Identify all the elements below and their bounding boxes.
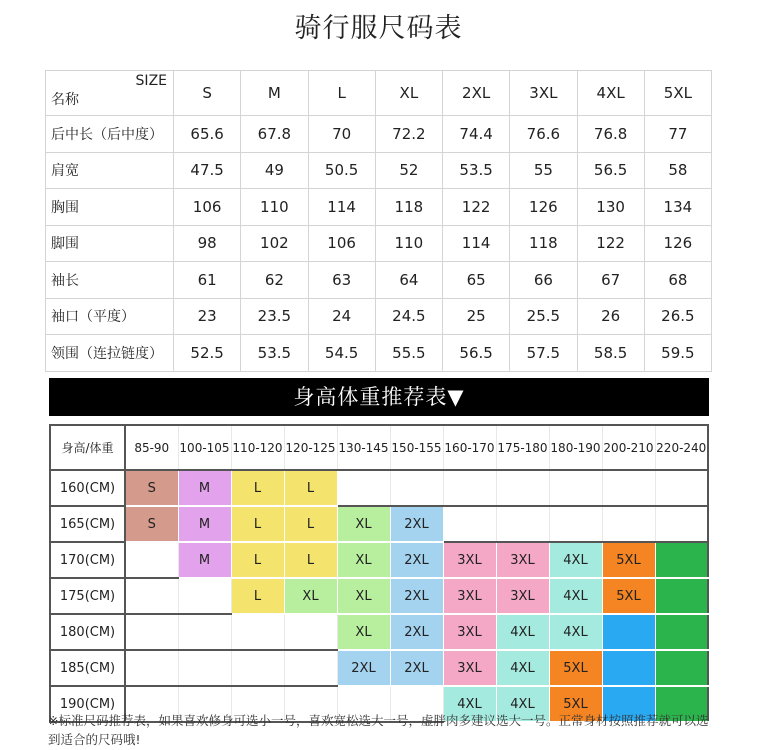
measurement-name: 脚围: [46, 225, 174, 262]
size-header-cell: M: [241, 71, 308, 116]
size-row: [46, 116, 712, 153]
recommended-size-cell: [125, 650, 178, 686]
recommended-size-cell: 4XL: [443, 686, 496, 722]
height-cell: 190(CM): [50, 686, 125, 722]
weight-header-cell: 120-125: [284, 425, 337, 470]
size-header-cell: 2XL: [443, 71, 510, 116]
measurement-value: 61: [174, 262, 241, 299]
size-header-cell: 4XL: [577, 71, 644, 116]
recommended-size-cell: XL: [337, 578, 390, 614]
measurement-value: 55.5: [375, 335, 442, 372]
measurement-value: 54.5: [308, 335, 375, 372]
recommended-size-cell: [337, 470, 390, 506]
recommend-table: [49, 424, 709, 723]
measurement-value: 23.5: [241, 298, 308, 335]
recommended-size-cell: [125, 542, 178, 578]
measurement-value: 53.5: [443, 152, 510, 189]
recommended-size-cell: [549, 470, 602, 506]
recommended-size-cell: 5XL: [602, 578, 655, 614]
weight-header-cell: 130-145: [337, 425, 390, 470]
weight-header-cell: 110-120: [231, 425, 284, 470]
measurement-value: 72.2: [375, 116, 442, 153]
recommended-size-cell: [496, 506, 549, 542]
weight-header-cell: 200-210: [602, 425, 655, 470]
recommended-size-cell: [496, 470, 549, 506]
measurement-value: 70: [308, 116, 375, 153]
size-row: [46, 262, 712, 299]
recommended-size-cell: [549, 506, 602, 542]
recommended-size-cell: [284, 650, 337, 686]
recommended-size-cell: [655, 650, 708, 686]
measurement-value: 76.8: [577, 116, 644, 153]
measurement-value: 98: [174, 225, 241, 262]
page-title: 骑行服尺码表: [294, 13, 463, 44]
recommended-size-cell: 4XL: [496, 614, 549, 650]
recommend-corner: 身高/体重: [50, 425, 125, 470]
weight-header-cell: 220-240: [655, 425, 708, 470]
measurement-value: 114: [443, 225, 510, 262]
measurement-value: 134: [644, 189, 711, 226]
measurement-value: 49: [241, 152, 308, 189]
recommended-size-cell: [125, 578, 178, 614]
recommended-size-cell: XL: [337, 506, 390, 542]
recommended-size-cell: [125, 614, 178, 650]
measurement-value: 118: [375, 189, 442, 226]
recommended-size-cell: 3XL: [496, 542, 549, 578]
recommended-size-cell: XL: [284, 578, 337, 614]
measurement-value: 74.4: [443, 116, 510, 153]
recommended-size-cell: [231, 614, 284, 650]
corner-cell: [46, 71, 174, 116]
measurement-value: 25.5: [510, 298, 577, 335]
recommended-size-cell: L: [284, 470, 337, 506]
size-row: [46, 298, 712, 335]
recommended-size-cell: 4XL: [549, 542, 602, 578]
measurement-value: 52.5: [174, 335, 241, 372]
recommended-size-cell: L: [231, 542, 284, 578]
measurement-value: 67.8: [241, 116, 308, 153]
recommended-size-cell: 3XL: [443, 650, 496, 686]
weight-header-cell: 85-90: [125, 425, 178, 470]
measurement-value: 24: [308, 298, 375, 335]
height-cell: 180(CM): [50, 614, 125, 650]
recommended-size-cell: M: [178, 506, 231, 542]
weight-header-cell: 175-180: [496, 425, 549, 470]
recommended-size-cell: [602, 506, 655, 542]
corner-size-label: SIZE: [135, 73, 167, 89]
height-row: [50, 614, 708, 650]
size-header-cell: XL: [375, 71, 442, 116]
recommended-size-cell: [284, 614, 337, 650]
recommended-size-cell: [655, 506, 708, 542]
size-row: [46, 225, 712, 262]
measurement-value: 56.5: [577, 152, 644, 189]
measurement-value: 24.5: [375, 298, 442, 335]
measurement-value: 23: [174, 298, 241, 335]
height-row: [50, 650, 708, 686]
measurement-value: 126: [510, 189, 577, 226]
recommended-size-cell: 4XL: [496, 686, 549, 722]
measurement-value: 106: [174, 189, 241, 226]
recommended-size-cell: L: [231, 470, 284, 506]
measurement-value: 114: [308, 189, 375, 226]
height-cell: 170(CM): [50, 542, 125, 578]
measurement-value: 122: [577, 225, 644, 262]
recommended-size-cell: 3XL: [443, 614, 496, 650]
measurement-value: 77: [644, 116, 711, 153]
measurement-value: 58: [644, 152, 711, 189]
measurement-value: 26: [577, 298, 644, 335]
size-header-cell: S: [174, 71, 241, 116]
measurement-value: 102: [241, 225, 308, 262]
recommended-size-cell: 3XL: [443, 542, 496, 578]
recommended-size-cell: [602, 614, 655, 650]
measurement-value: 126: [644, 225, 711, 262]
recommended-size-cell: XL: [337, 614, 390, 650]
footnote: ※标准尺码推荐表，如果喜欢修身可选小一号，喜欢宽松选大一号，虚胖肉多建议选大一号。正常身材按照推荐就可以选到适合的尺码哦!: [48, 713, 709, 747]
recommended-size-cell: L: [284, 542, 337, 578]
measurement-value: 26.5: [644, 298, 711, 335]
measurement-value: 59.5: [644, 335, 711, 372]
recommended-size-cell: 2XL: [337, 650, 390, 686]
measurement-value: 55: [510, 152, 577, 189]
recommended-size-cell: 2XL: [390, 578, 443, 614]
height-row: [50, 506, 708, 542]
recommended-size-cell: [655, 470, 708, 506]
measurement-name: 领围（连拉链度）: [46, 335, 174, 372]
recommended-size-cell: M: [178, 542, 231, 578]
measurement-value: 66: [510, 262, 577, 299]
measurement-value: 63: [308, 262, 375, 299]
measurement-name: 袖口（平度）: [46, 298, 174, 335]
recommended-size-cell: [178, 614, 231, 650]
height-row: [50, 542, 708, 578]
recommended-size-cell: M: [178, 470, 231, 506]
size-row: [46, 189, 712, 226]
weight-header-cell: 150-155: [390, 425, 443, 470]
recommended-size-cell: 5XL: [602, 542, 655, 578]
measurement-value: 56.5: [443, 335, 510, 372]
measurement-value: 106: [308, 225, 375, 262]
size-row: [46, 335, 712, 372]
measurement-value: 110: [375, 225, 442, 262]
recommended-size-cell: L: [231, 578, 284, 614]
size-header-cell: 3XL: [510, 71, 577, 116]
recommended-size-cell: 4XL: [549, 614, 602, 650]
recommended-size-cell: [655, 614, 708, 650]
measurement-value: 62: [241, 262, 308, 299]
measurement-value: 64: [375, 262, 442, 299]
measurement-value: 67: [577, 262, 644, 299]
height-cell: 165(CM): [50, 506, 125, 542]
measurement-value: 25: [443, 298, 510, 335]
measurement-name: 袖长: [46, 262, 174, 299]
size-row: [46, 152, 712, 189]
measurement-value: 53.5: [241, 335, 308, 372]
size-header-row: [46, 71, 712, 116]
recommend-header-row: [50, 425, 708, 470]
measurement-value: 47.5: [174, 152, 241, 189]
measurement-name: 后中长（后中度）: [46, 116, 174, 153]
recommended-size-cell: [443, 506, 496, 542]
measurement-value: 65.6: [174, 116, 241, 153]
size-header-cell: 5XL: [644, 71, 711, 116]
recommended-size-cell: [390, 470, 443, 506]
size-header-cell: L: [308, 71, 375, 116]
measurement-value: 52: [375, 152, 442, 189]
recommended-size-cell: L: [231, 506, 284, 542]
recommended-size-cell: [655, 542, 708, 578]
recommended-size-cell: [602, 650, 655, 686]
height-cell: 160(CM): [50, 470, 125, 506]
measurement-value: 68: [644, 262, 711, 299]
measurement-value: 130: [577, 189, 644, 226]
recommended-size-cell: 2XL: [390, 542, 443, 578]
recommended-size-cell: [655, 578, 708, 614]
recommend-banner: 身高体重推荐表▼: [49, 378, 709, 416]
recommended-size-cell: 4XL: [496, 650, 549, 686]
weight-header-cell: 180-190: [549, 425, 602, 470]
height-row: [50, 470, 708, 506]
measurement-value: 65: [443, 262, 510, 299]
recommended-size-cell: [178, 578, 231, 614]
recommended-size-cell: 2XL: [390, 650, 443, 686]
height-cell: 185(CM): [50, 650, 125, 686]
recommended-size-cell: 4XL: [549, 578, 602, 614]
recommended-size-cell: [178, 650, 231, 686]
recommended-size-cell: 5XL: [549, 650, 602, 686]
measurement-value: 57.5: [510, 335, 577, 372]
recommended-size-cell: [231, 650, 284, 686]
measurement-value: 118: [510, 225, 577, 262]
measurement-value: 122: [443, 189, 510, 226]
recommended-size-cell: L: [284, 506, 337, 542]
measurement-value: 58.5: [577, 335, 644, 372]
corner-name-label: 名称: [51, 92, 79, 108]
measurement-name: 胸围: [46, 189, 174, 226]
measurement-value: 50.5: [308, 152, 375, 189]
recommended-size-cell: 3XL: [496, 578, 549, 614]
recommended-size-cell: [602, 470, 655, 506]
recommended-size-cell: 2XL: [390, 614, 443, 650]
recommended-size-cell: S: [125, 470, 178, 506]
weight-header-cell: 100-105: [178, 425, 231, 470]
height-row: [50, 578, 708, 614]
recommended-size-cell: 2XL: [390, 506, 443, 542]
recommended-size-cell: XL: [337, 542, 390, 578]
measurement-value: 110: [241, 189, 308, 226]
height-cell: 175(CM): [50, 578, 125, 614]
recommended-size-cell: S: [125, 506, 178, 542]
recommended-size-cell: 3XL: [443, 578, 496, 614]
measurement-value: 76.6: [510, 116, 577, 153]
recommended-size-cell: 5XL: [549, 686, 602, 722]
weight-header-cell: 160-170: [443, 425, 496, 470]
recommended-size-cell: [443, 470, 496, 506]
size-chart-table: [45, 70, 712, 372]
measurement-name: 肩宽: [46, 152, 174, 189]
